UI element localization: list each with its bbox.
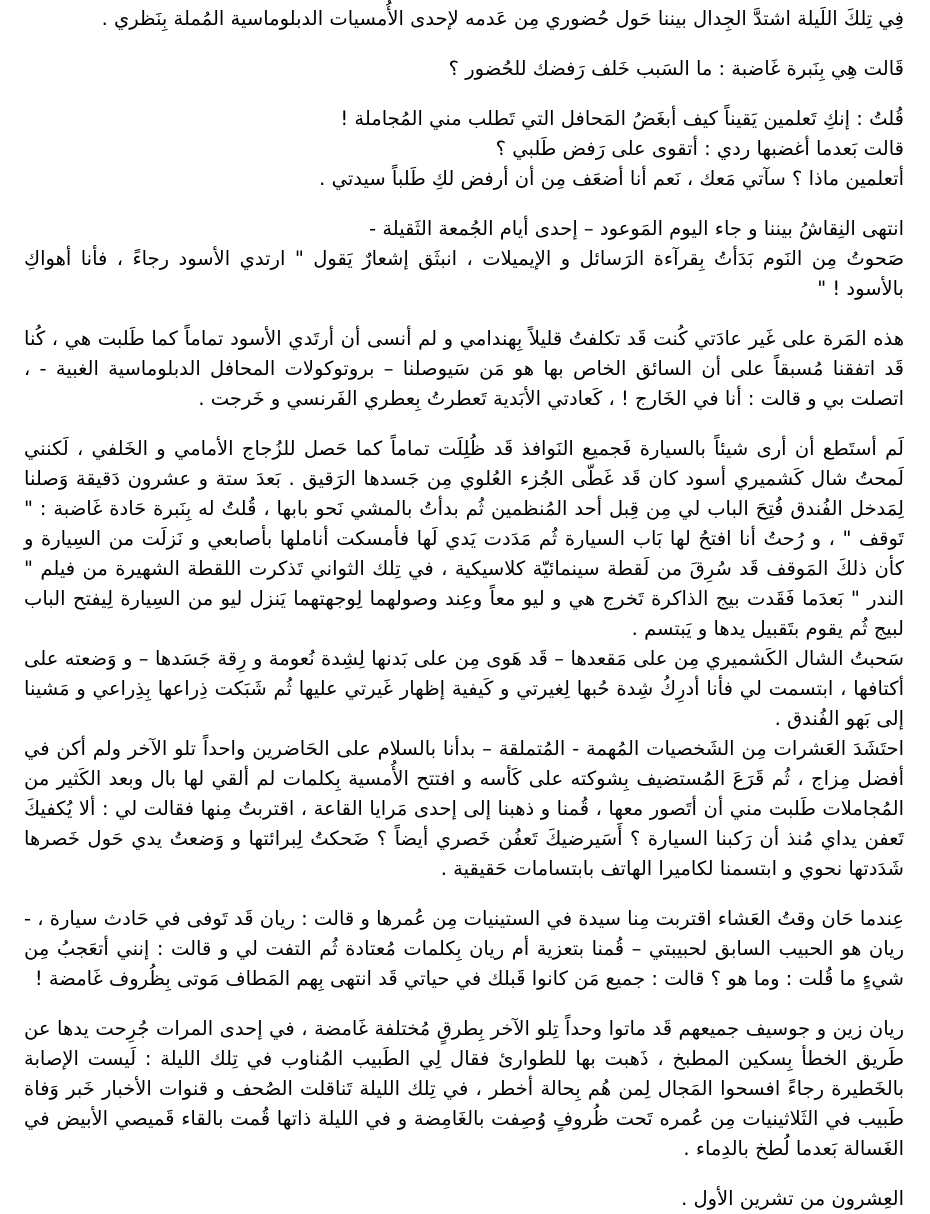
paragraph-date: العِشرون من تشرين الأول . (681, 1187, 904, 1210)
paragraph-my-surrender: أتعلمين ماذا ؟ سآتي مَعك ، نَعم أنا أضعَف مِن أن أرفض لكِ طَلباً سيدتي . (319, 167, 904, 190)
paragraph-the-party: احتَشَدَ العَشرات مِن الشَخصيات المُهمة - المُتملقة – بدأنا بالسلام على الحَاضرين واحداً تلو الآخر ولم أكن في أفضل مِزاج ، ثُم قَرَعَ المُستضيف بِشوكته على كَأسه و افتتح الأُمسية بِكلمات لم ألقي لها بال وبعد الكَثير من المُجاملات طَلبت مني أن أتَصور معها ، قُمنا و ذهبنا إلى إحدى مَرايا القاعة ، اقتربتُ مِنها فقالت لي : ألا يُكفيكَ تَعفن يداي مُنذ أن رَكبنا السيارة ؟ أَسَيرضيكَ تَعفُن خَصري أيضاً ؟ ضَحكتُ لِبرائتها و وَضعتُ يدي حَول خَصرها شَدَدتها نحوي و ابتسمنا لكاميرا الهاتف بابتسامات حَقيقية . (24, 737, 904, 880)
paragraph-car-ride: لَم أستَطع أن أرى شيئاً بالسيارة فَجميع النَوافذ قَد ظُلِلَت تماماً كما حَصل للزُجاج الأمامي و الخَلفي ، لَكنني لَمحتُ شال كَشميري أسود كان قَد غَطّى الجُزء العُلوي مِن جَسدها الرَقيق . بَعدَ ستة و عشرون دَقيقة وَصلنا لِمَدخل الفُندق فُتِحَ الباب لي مِن قِبل أحد المُنظمين ثُم بدأتُ بالمشي نَحو بابها ، قُلتُ له بِنَبرة حَادة غَاضبة : " تَوقف " ، و رُحتُ أنا افتحُ لها بَاب السيارة ثُم مَدَدت يَدي لَها فأمسكت أناملها بأصابعي و نَزلَت من السِيارة و كأن ذلكَ المَوقف قَد سُرِقَ من لَقطة سينمائيّة كلاسيكية ، في تِلك الثواني تَذكرت اللقطة الشهيرة من فيلم " الندر " بَعدَما فَقَدت بيج الذاكرة تَخرج هي و ليو معاً وعِند وصولهما لِوجهتهما يَنزل ليو من السِيارة لِيفتح الباب لبيج ثُم يقوم بتَقبيل يدها و يَبتسم . (24, 437, 904, 640)
paragraph-mysterious-deaths: ريان زين و جوسيف جميعهم قَد ماتوا وحداً تِلو الآخر بِطرقٍ مُختلفة غَامضة ، في إحدى المرات جُرِحت يدها عن طَريق الخطأ بِسكين المطبخ ، ذَهبت بها للطوارئ فقال لِي الطَبيب المُناوب في تِلك الليلة : لَيست الإصابة بالخَطيرة رجاءً افسحوا المَجال لِمن هُم بِحالة أخطر ، في تِلك الليلة تَناقلت الصُحف و قنوات الأخبار خَبر وَفاة طَبيب في الثَلاثينيات مِن عُمره تَحت ظُروفٍ وُصِفت بالغَامِضة و في الليلة ذاتها قُمت بالقاء قَميصي الأبيض في الغَسالة بَعدما لُطخ بالدِماء . (24, 1017, 904, 1160)
paragraph-cashmere-shawl: سَحبتُ الشال الكَشميري مِن على مَقعدها – قَد هَوى مِن على بَدنها لِشِدة نُعومة و رِقة جَسَدها – و وَضعته على أكتافها ، ابتسمت لي فأنا أدرِكُ شِدة حُبها لِغيرتي و كَيفية إظهار غَيرتي عليها ثُم شَبَكت ذِراعها بِذِراعي و مَشينا إلى بَهو الفُندق . (24, 647, 904, 730)
paragraph-getting-ready: هذه المَرة على غَير عادَتي كُنت قَد تكلفتُ قليلاً بِهندامي و لم أنسى أن أرتَدي الأسود تماماً كما طَلبت هي ، كُنا قَد اتفقنا مُسبقاً على أن السائق الخاص بها هو مَن سَيوصلنا – بروتوكولات المحافل الدبلوماسية الغبية - ، اتصلت بي و قالت : أنا في الخَارج ! ، كَعادتي الأبَدية تَعطرتُ بِعطري الفَرنسي و خَرجت . (24, 327, 904, 410)
paragraph-dinner: عِندما حَان وقتُ العَشاء اقتربت مِنا سيدة في الستينيات مِن عُمرها و قالت : ريان قَد تَوفى في حَادث سيارة ، - ريان هو الحبيب السابق لحبيبتي – قُمنا بتعزية أم ريان بِكلمات مُعتادة ثُم التفت لي و قالت : إنني أتعَجبُ مِن شيءٍ ما قُلت : وما هو ؟ قالت : جميع مَن كانوا قَبلك في حياتي قَد انتهى بِهم المَطاف مَوتى بِظُروف غَامضة ! (24, 907, 904, 990)
document-page (24, 4, 904, 1210)
paragraph-her-anger: قالت بَعدما أغضبها ردي : أتقوى على رَفض طَلبي ؟ (495, 137, 904, 160)
paragraph-intro: فِي تِلكَ اللَيلة اشتدَّ الجِدال بيننا حَول حُضوري مِن عَدمه لإحدى الأُمسيات الدبلوماسية المُملة بِنَظري . (101, 7, 904, 30)
paragraph-my-reply: قُلتُ : إنكِ تَعلمين يَقيناً كيف أبغَضُ المَحافل التي تَطلب مني المُجاملة ! (340, 107, 904, 130)
paragraph-morning-message: صَحوتُ مِن النَوم بَدَأتُ بِقرآءة الرَسائل و الإيميلات ، انبثَق إشعارٌ يَقول " ارتدي الأسود رجاءً ، فأنا أهواكِ بالأسود ! " (24, 247, 904, 300)
paragraph-discussion-ended: انتهى النِقاشُ بيننا و جاء اليوم المَوعود – إحدى أيام الجُمعة الثَقيلة - (369, 217, 904, 240)
paragraph-her-question: قَالت هِي بِنَبرة غَاضبة : ما السَبب خَلف رَفضك للحُضور ؟ (448, 57, 904, 80)
